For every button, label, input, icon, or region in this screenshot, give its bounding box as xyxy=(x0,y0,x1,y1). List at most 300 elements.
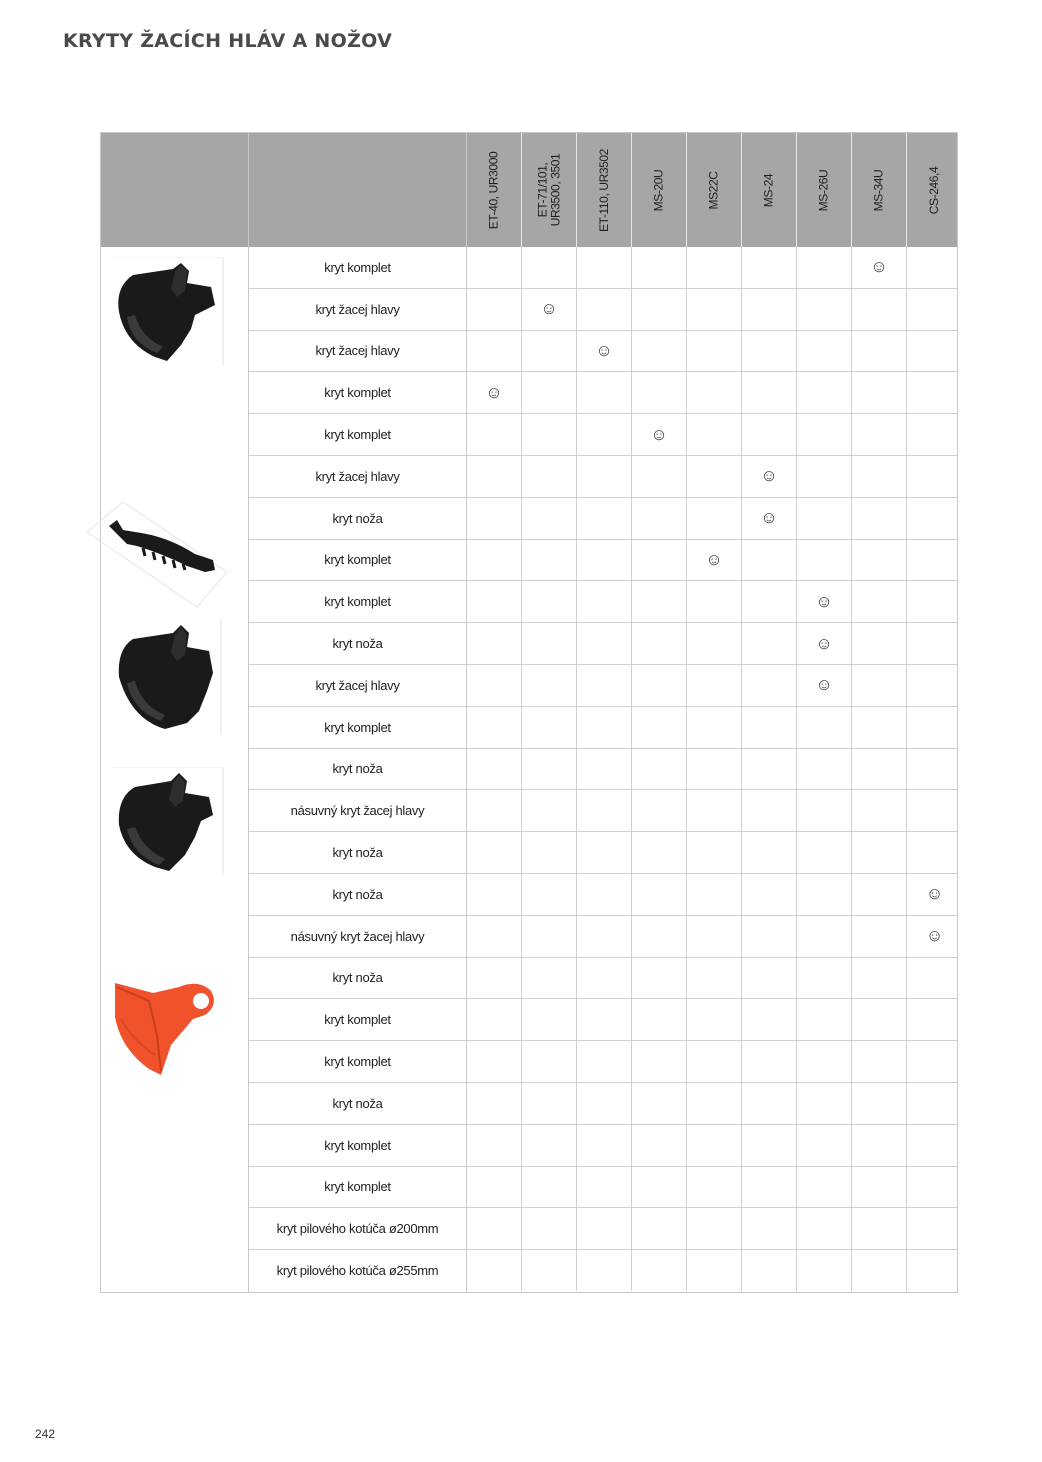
compatibility-cell xyxy=(687,832,742,873)
compatibility-cell xyxy=(797,874,852,915)
compatibility-cell xyxy=(797,247,852,288)
compatibility-cell xyxy=(522,832,577,873)
table-row xyxy=(249,999,957,1041)
compatibility-cell xyxy=(522,414,577,455)
compatibility-cell xyxy=(577,581,632,622)
compatibility-cell xyxy=(852,247,907,288)
model-header xyxy=(577,133,632,247)
part-label: kryt komplet xyxy=(249,1041,467,1082)
compatibility-cell xyxy=(577,247,632,288)
table-row xyxy=(249,916,957,958)
compatibility-cell xyxy=(852,1125,907,1166)
compatibility-cell xyxy=(632,1083,687,1124)
black-head-guard-image-2 xyxy=(109,619,224,737)
compatibility-cell xyxy=(797,1083,852,1124)
compatibility-cell xyxy=(467,540,522,581)
table-row xyxy=(249,749,957,791)
part-label: kryt komplet xyxy=(249,707,467,748)
compatibility-cell xyxy=(522,247,577,288)
compatibility-cell xyxy=(522,790,577,831)
compatibility-cell xyxy=(522,1250,577,1291)
compatibility-cell xyxy=(577,331,632,372)
compatibility-cell xyxy=(852,581,907,622)
part-label: kryt noža xyxy=(249,958,467,999)
compatibility-cell xyxy=(522,958,577,999)
compatibility-cell xyxy=(852,498,907,539)
compatibility-cell xyxy=(852,665,907,706)
compatibility-cell xyxy=(687,414,742,455)
compatibility-cell xyxy=(467,1125,522,1166)
part-label: kryt žacej hlavy xyxy=(249,665,467,706)
compatibility-cell xyxy=(907,707,962,748)
compatibility-cell xyxy=(577,832,632,873)
compatibility-cell xyxy=(907,749,962,790)
compatibility-cell xyxy=(632,1041,687,1082)
model-header xyxy=(907,133,962,247)
compatibility-cell xyxy=(577,372,632,413)
table-row xyxy=(249,1125,957,1167)
compatibility-cell xyxy=(577,790,632,831)
compatibility-cell xyxy=(467,707,522,748)
compatibility-cell xyxy=(742,331,797,372)
compatibility-cell xyxy=(907,414,962,455)
part-label: kryt žacej hlavy xyxy=(249,331,467,372)
compatibility-cell xyxy=(797,1041,852,1082)
smiley-mark-icon: ☺ xyxy=(870,257,888,277)
compatibility-cell xyxy=(632,331,687,372)
compatibility-cell xyxy=(797,1208,852,1249)
compatibility-cell xyxy=(797,581,852,622)
compatibility-cell xyxy=(797,623,852,664)
compatibility-cell xyxy=(522,707,577,748)
compatibility-cell xyxy=(742,999,797,1040)
compatibility-cell xyxy=(632,456,687,497)
compatibility-cell xyxy=(907,958,962,999)
smiley-mark-icon: ☺ xyxy=(760,466,778,486)
compatibility-cell xyxy=(687,665,742,706)
table-row xyxy=(249,1041,957,1083)
compatibility-cell xyxy=(467,790,522,831)
compatibility-cell xyxy=(907,540,962,581)
part-label: násuvný kryt žacej hlavy xyxy=(249,790,467,831)
table-row xyxy=(249,874,957,916)
part-label: kryt komplet xyxy=(249,414,467,455)
compatibility-cell xyxy=(742,456,797,497)
table-row xyxy=(249,707,957,749)
compatibility-cell xyxy=(522,916,577,957)
compatibility-cell xyxy=(797,999,852,1040)
smiley-mark-icon: ☺ xyxy=(815,633,833,653)
compatibility-cell xyxy=(742,1208,797,1249)
compatibility-cell xyxy=(632,623,687,664)
compatibility-cell xyxy=(797,790,852,831)
compatibility-cell xyxy=(632,1167,687,1208)
compatibility-cell xyxy=(632,581,687,622)
compatibility-cell xyxy=(852,1167,907,1208)
smiley-mark-icon: ☺ xyxy=(650,424,668,444)
part-label: kryt noža xyxy=(249,749,467,790)
model-header-label: MS-26U xyxy=(816,169,831,211)
model-header xyxy=(467,133,522,247)
header-image-cell xyxy=(101,133,249,247)
compatibility-cell xyxy=(742,372,797,413)
part-label: násuvný kryt žacej hlavy xyxy=(249,916,467,957)
compatibility-cell xyxy=(632,1250,687,1291)
compatibility-cell xyxy=(577,498,632,539)
table-row xyxy=(249,456,957,498)
compatibility-cell xyxy=(742,832,797,873)
compatibility-cell xyxy=(742,749,797,790)
compatibility-cell xyxy=(467,958,522,999)
model-header xyxy=(687,133,742,247)
table-row xyxy=(249,1250,957,1292)
compatibility-cell xyxy=(742,247,797,288)
model-header-label: MS22C xyxy=(706,171,721,210)
compatibility-cell xyxy=(687,1125,742,1166)
model-header xyxy=(632,133,687,247)
compatibility-cell xyxy=(687,372,742,413)
compatibility-cell xyxy=(687,498,742,539)
compatibility-cell xyxy=(467,456,522,497)
compatibility-cell xyxy=(687,540,742,581)
compatibility-cell xyxy=(577,1250,632,1291)
compatibility-cell xyxy=(522,540,577,581)
compatibility-cell xyxy=(907,1041,962,1082)
compatibility-cell xyxy=(852,1041,907,1082)
compatibility-cell xyxy=(522,498,577,539)
part-label: kryt pilového kotúča ø255mm xyxy=(249,1250,467,1291)
compatibility-cell xyxy=(797,456,852,497)
compatibility-cell xyxy=(632,665,687,706)
compatibility-cell xyxy=(907,372,962,413)
compatibility-cell xyxy=(522,1083,577,1124)
compatibility-cell xyxy=(632,540,687,581)
table-row xyxy=(249,1208,957,1250)
part-label: kryt komplet xyxy=(249,1125,467,1166)
compatibility-cell xyxy=(522,581,577,622)
compatibility-cell xyxy=(467,289,522,330)
compatibility-cell xyxy=(522,456,577,497)
compatibility-cell xyxy=(522,331,577,372)
page-number: 242 xyxy=(35,1427,56,1441)
compatibility-cell xyxy=(797,540,852,581)
compatibility-cell xyxy=(577,1083,632,1124)
compatibility-cell xyxy=(632,289,687,330)
table-row xyxy=(249,498,957,540)
compatibility-cell xyxy=(632,958,687,999)
compatibility-cell xyxy=(577,540,632,581)
table-row xyxy=(249,372,957,414)
compatibility-cell xyxy=(687,999,742,1040)
compatibility-cell xyxy=(797,665,852,706)
table-row xyxy=(249,540,957,582)
compatibility-cell xyxy=(577,999,632,1040)
compatibility-cell xyxy=(577,289,632,330)
compatibility-cell xyxy=(467,1208,522,1249)
compatibility-cell xyxy=(797,331,852,372)
compatibility-cell xyxy=(467,581,522,622)
compatibility-cell xyxy=(907,623,962,664)
compatibility-cell xyxy=(522,1041,577,1082)
compatibility-cell xyxy=(632,247,687,288)
compatibility-cell xyxy=(687,749,742,790)
compatibility-cell xyxy=(687,874,742,915)
compatibility-cell xyxy=(467,999,522,1040)
compatibility-cell xyxy=(577,874,632,915)
compatibility-cell xyxy=(907,456,962,497)
compatibility-cell xyxy=(687,581,742,622)
compatibility-cell xyxy=(577,707,632,748)
compatibility-cell xyxy=(632,790,687,831)
part-label: kryt komplet xyxy=(249,540,467,581)
compatibility-cell xyxy=(907,665,962,706)
compatibility-cell xyxy=(907,289,962,330)
compatibility-cell xyxy=(577,1041,632,1082)
compatibility-cell xyxy=(742,289,797,330)
compatibility-cell xyxy=(577,414,632,455)
compatibility-cell xyxy=(742,1125,797,1166)
compatibility-cell xyxy=(687,790,742,831)
orange-saw-guard-image xyxy=(109,975,221,1079)
compatibility-cell xyxy=(522,289,577,330)
compatibility-cell xyxy=(632,749,687,790)
compatibility-cell xyxy=(907,247,962,288)
compatibility-cell xyxy=(742,1041,797,1082)
compatibility-cell xyxy=(687,1083,742,1124)
part-label: kryt žacej hlavy xyxy=(249,289,467,330)
table-row xyxy=(249,790,957,832)
compatibility-cell xyxy=(797,414,852,455)
compatibility-cell xyxy=(742,790,797,831)
table-row xyxy=(249,832,957,874)
compatibility-cell xyxy=(742,1167,797,1208)
compatibility-cell xyxy=(467,916,522,957)
compatibility-cell xyxy=(522,999,577,1040)
compatibility-cell xyxy=(467,749,522,790)
part-label: kryt noža xyxy=(249,1083,467,1124)
part-label: kryt noža xyxy=(249,498,467,539)
compatibility-cell xyxy=(632,1208,687,1249)
compatibility-cell xyxy=(467,1167,522,1208)
part-label: kryt žacej hlavy xyxy=(249,456,467,497)
compatibility-cell xyxy=(852,749,907,790)
compatibility-cell xyxy=(467,1083,522,1124)
compatibility-cell xyxy=(852,372,907,413)
compatibility-cell xyxy=(687,1041,742,1082)
part-label: kryt noža xyxy=(249,832,467,873)
part-label: kryt komplet xyxy=(249,999,467,1040)
compatibility-cell xyxy=(687,707,742,748)
model-header-label: ET-40, UR3000 xyxy=(486,151,501,229)
part-label: kryt komplet xyxy=(249,372,467,413)
compatibility-cell xyxy=(742,1083,797,1124)
compatibility-cell xyxy=(907,331,962,372)
compatibility-cell xyxy=(797,1167,852,1208)
smiley-mark-icon: ☺ xyxy=(760,508,778,528)
compatibility-cell xyxy=(522,874,577,915)
compatibility-cell xyxy=(907,999,962,1040)
compatibility-cell xyxy=(852,916,907,957)
compatibility-cell xyxy=(632,999,687,1040)
black-head-guard-image xyxy=(111,257,226,367)
compatibility-cell xyxy=(852,958,907,999)
compatibility-cell xyxy=(687,1167,742,1208)
compatibility-cell xyxy=(687,1208,742,1249)
compatibility-cell xyxy=(577,749,632,790)
compatibility-cell xyxy=(907,1208,962,1249)
compatibility-cell xyxy=(467,1041,522,1082)
compatibility-cell xyxy=(467,832,522,873)
compatibility-cell xyxy=(467,331,522,372)
smiley-mark-icon: ☺ xyxy=(540,299,558,319)
compatibility-cell xyxy=(852,1208,907,1249)
compatibility-cell xyxy=(797,832,852,873)
smiley-mark-icon: ☺ xyxy=(815,675,833,695)
compatibility-cell xyxy=(797,707,852,748)
compatibility-cell xyxy=(852,790,907,831)
model-header-label: ET-71/101, UR3500, 3501 xyxy=(535,153,562,227)
compatibility-cell xyxy=(907,1125,962,1166)
compatibility-cell xyxy=(797,916,852,957)
compatibility-cell xyxy=(632,916,687,957)
table-row xyxy=(249,414,957,456)
compatibility-cell xyxy=(742,498,797,539)
part-label: kryt komplet xyxy=(249,247,467,288)
smiley-mark-icon: ☺ xyxy=(815,591,833,611)
compatibility-cell xyxy=(687,958,742,999)
compatibility-cell xyxy=(632,498,687,539)
part-label: kryt noža xyxy=(249,623,467,664)
smiley-mark-icon: ☺ xyxy=(705,549,723,569)
compatibility-cell xyxy=(907,1250,962,1291)
compatibility-cell xyxy=(467,414,522,455)
compatibility-cell xyxy=(797,749,852,790)
table-row xyxy=(249,581,957,623)
compatibility-cell xyxy=(522,1167,577,1208)
compatibility-cell xyxy=(852,832,907,873)
table-row xyxy=(249,958,957,1000)
compatibility-cell xyxy=(522,372,577,413)
header-label-cell xyxy=(249,133,467,247)
compatibility-table xyxy=(100,132,958,1293)
compatibility-cell xyxy=(742,1250,797,1291)
compatibility-cell xyxy=(577,456,632,497)
compatibility-cell xyxy=(632,707,687,748)
compatibility-cell xyxy=(852,540,907,581)
compatibility-cell xyxy=(852,1250,907,1291)
compatibility-cell xyxy=(797,498,852,539)
smiley-mark-icon: ☺ xyxy=(925,884,944,904)
smiley-mark-icon: ☺ xyxy=(925,926,944,946)
model-header-label: MS-34U xyxy=(871,169,886,211)
model-header-label: ET-110, UR3502 xyxy=(596,148,611,232)
compatibility-cell xyxy=(687,289,742,330)
compatibility-cell xyxy=(577,1167,632,1208)
compatibility-cell xyxy=(742,916,797,957)
compatibility-cell xyxy=(797,372,852,413)
compatibility-cell xyxy=(907,916,962,957)
compatibility-cell xyxy=(742,958,797,999)
compatibility-cell xyxy=(742,623,797,664)
compatibility-cell xyxy=(632,372,687,413)
model-header xyxy=(522,133,577,247)
compatibility-cell xyxy=(852,414,907,455)
model-header xyxy=(852,133,907,247)
compatibility-cell xyxy=(577,958,632,999)
compatibility-cell xyxy=(522,1125,577,1166)
model-header xyxy=(797,133,852,247)
compatibility-cell xyxy=(852,331,907,372)
table-header xyxy=(101,133,957,247)
compatibility-cell xyxy=(687,623,742,664)
compatibility-cell xyxy=(522,749,577,790)
part-label: kryt pilového kotúča ø200mm xyxy=(249,1208,467,1249)
compatibility-cell xyxy=(797,1250,852,1291)
product-images-column xyxy=(101,247,249,1292)
compatibility-cell xyxy=(687,1250,742,1291)
smiley-mark-icon: ☺ xyxy=(485,382,503,402)
compatibility-cell xyxy=(522,665,577,706)
compatibility-cell xyxy=(852,999,907,1040)
model-header-label: CS-246,4 xyxy=(927,166,941,214)
compatibility-cell xyxy=(687,247,742,288)
compatibility-cell xyxy=(742,581,797,622)
table-row xyxy=(249,665,957,707)
compatibility-cell xyxy=(467,1250,522,1291)
table-row xyxy=(249,1167,957,1209)
part-label: kryt komplet xyxy=(249,581,467,622)
compatibility-cell xyxy=(907,1167,962,1208)
compatibility-cell xyxy=(797,958,852,999)
compatibility-cell xyxy=(522,623,577,664)
compatibility-cell xyxy=(632,832,687,873)
compatibility-cell xyxy=(742,540,797,581)
compatibility-cell xyxy=(467,874,522,915)
compatibility-cell xyxy=(687,456,742,497)
compatibility-cell xyxy=(742,874,797,915)
model-header-label: MS-20U xyxy=(651,169,666,211)
compatibility-cell xyxy=(907,874,962,915)
compatibility-cell xyxy=(907,1083,962,1124)
compatibility-cell xyxy=(467,623,522,664)
compatibility-cell xyxy=(687,916,742,957)
part-label: kryt komplet xyxy=(249,1167,467,1208)
compatibility-cell xyxy=(632,414,687,455)
model-header xyxy=(742,133,797,247)
compatibility-cell xyxy=(907,790,962,831)
compatibility-cell xyxy=(577,665,632,706)
compatibility-cell xyxy=(577,916,632,957)
compatibility-cell xyxy=(852,623,907,664)
model-header-label: MS-24 xyxy=(761,173,776,207)
table-row xyxy=(249,1083,957,1125)
compatibility-cell xyxy=(467,665,522,706)
compatibility-cell xyxy=(907,832,962,873)
table-row xyxy=(249,247,957,289)
compatibility-cell xyxy=(852,874,907,915)
compatibility-cell xyxy=(797,1125,852,1166)
compatibility-cell xyxy=(742,707,797,748)
compatibility-cell xyxy=(687,331,742,372)
table-row xyxy=(249,331,957,373)
table-row xyxy=(249,623,957,665)
compatibility-cell xyxy=(742,665,797,706)
compatibility-cell xyxy=(467,498,522,539)
compatibility-cell xyxy=(467,247,522,288)
compatibility-cell xyxy=(467,372,522,413)
compatibility-cell xyxy=(852,289,907,330)
part-label: kryt noža xyxy=(249,874,467,915)
